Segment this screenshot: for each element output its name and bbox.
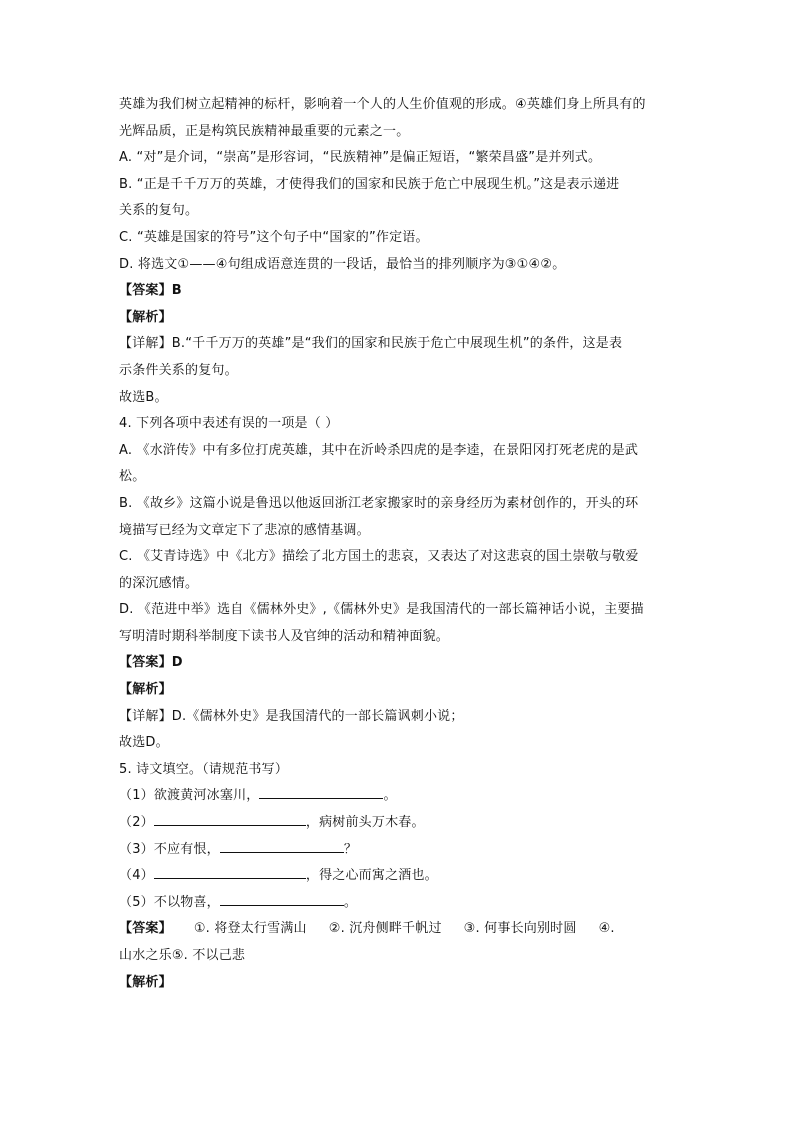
answer-label: 【答案】B	[119, 283, 182, 299]
answer-row-cont	[119, 943, 679, 970]
text-line: 境描写已经为文章定下了悲凉的感情基调。	[119, 522, 370, 538]
fill-suffix: ，得之心而寓之酒也。	[305, 868, 438, 884]
fill-prefix: （5）不以物喜，	[119, 894, 220, 910]
answer-item: ①. 将登太行雪满山	[193, 921, 307, 937]
fill-prefix: （2）	[119, 815, 154, 831]
text-line: 英雄为我们树立起精神的标杆，影响着一个人的人生价值观的形成。④英雄们身上所具有的	[119, 97, 646, 112]
text-line: 光辉品质，正是构筑民族精神最重要的元素之一。	[119, 123, 410, 139]
choice-text: 故选B。	[119, 389, 168, 405]
text-line: 松。	[119, 469, 146, 485]
analysis-label: 【解析】	[119, 309, 172, 325]
fill-blank	[259, 784, 383, 799]
answer-item: 山水之乐	[119, 948, 172, 963]
answer-label: 【答案】	[119, 921, 172, 937]
fill-item-4	[119, 863, 679, 890]
answer-label: 【答案】D	[119, 655, 183, 671]
option-a: A. 《水浒传》中有多位打虎英雄，其中在沂岭杀四虎的是李逵，在景阳冈打死老虎的是武	[119, 442, 639, 458]
answer-item: ③. 何事长向别时圆	[463, 921, 577, 937]
fill-blank	[220, 891, 344, 906]
choice-text: 故选D。	[119, 735, 169, 751]
fill-item-2	[119, 810, 679, 837]
fill-suffix: ，病树前头万木春。	[305, 815, 425, 831]
option-a: A. “对”是介词，“崇高”是形容词，“民族精神”是偏正短语，“繁荣昌盛”是并列式。	[119, 150, 602, 166]
question-4: 4. 下列各项中表述有误的一项是（ ）	[119, 416, 339, 432]
fill-item-5	[119, 890, 679, 917]
answer-row	[119, 916, 679, 943]
document-page	[119, 92, 679, 996]
fill-item-1	[119, 783, 679, 810]
text-line: 的深沉感情。	[119, 575, 199, 591]
question-5: 5. 诗文填空。（请规范书写）	[119, 761, 289, 777]
fill-prefix: （3）不应有恨，	[119, 841, 220, 857]
fill-prefix: （4）	[119, 868, 154, 884]
text-line: 示条件关系的复句。	[119, 362, 238, 378]
detail-text: 【详解】B.“千千万万的英雄”是“我们的国家和民族于危亡中展现生机”的条件，这是表	[119, 336, 623, 352]
fill-suffix: 。	[343, 894, 358, 910]
option-d: D. 《范进中举》选自《儒林外史》,《儒林外史》是我国清代的一部长篇神话小说，主要描	[119, 602, 644, 618]
answer-item: ⑤. 不以己悲	[171, 948, 246, 963]
option-c: C. 《艾青诗选》中《北方》描绘了北方国土的悲哀，又表达了对这悲哀的国土崇敬与敬爱	[119, 549, 639, 565]
fill-blank	[154, 864, 306, 879]
option-b: B. 《故乡》这篇小说是鲁迅以他返回浙江老家搬家时的亲身经历为素材创作的，开头的环	[119, 495, 639, 511]
text-line: 关系的复句。	[119, 203, 199, 219]
analysis-label: 【解析】	[119, 682, 172, 698]
text-line: 写明清时期科举制度下读书人及官绅的活动和精神面貌。	[119, 628, 450, 644]
option-b: B. “正是千千万万的英雄，才使得我们的国家和民族于危亡中展现生机。”这是表示递进	[119, 176, 620, 192]
detail-text: 【详解】D.《儒林外史》是我国清代的一部长篇讽刺小说；	[119, 708, 464, 724]
fill-blank	[154, 811, 306, 826]
fill-suffix: 。	[383, 788, 397, 804]
fill-suffix: ？	[343, 841, 358, 857]
answer-item: ②. 沉舟侧畔千帆过	[328, 921, 442, 937]
analysis-label: 【解析】	[119, 974, 172, 990]
answer-item: ④.	[598, 921, 615, 937]
fill-prefix: （1）欲渡黄河冰塞川，	[119, 788, 260, 804]
fill-item-3	[119, 837, 679, 864]
fill-blank	[220, 838, 344, 853]
option-d: D. 将选文①——④句组成语意连贯的一段话，最恰当的排列顺序为③①④②。	[119, 256, 566, 272]
option-c: C. “英雄是国家的符号”这个句子中“国家的”作定语。	[119, 229, 429, 245]
